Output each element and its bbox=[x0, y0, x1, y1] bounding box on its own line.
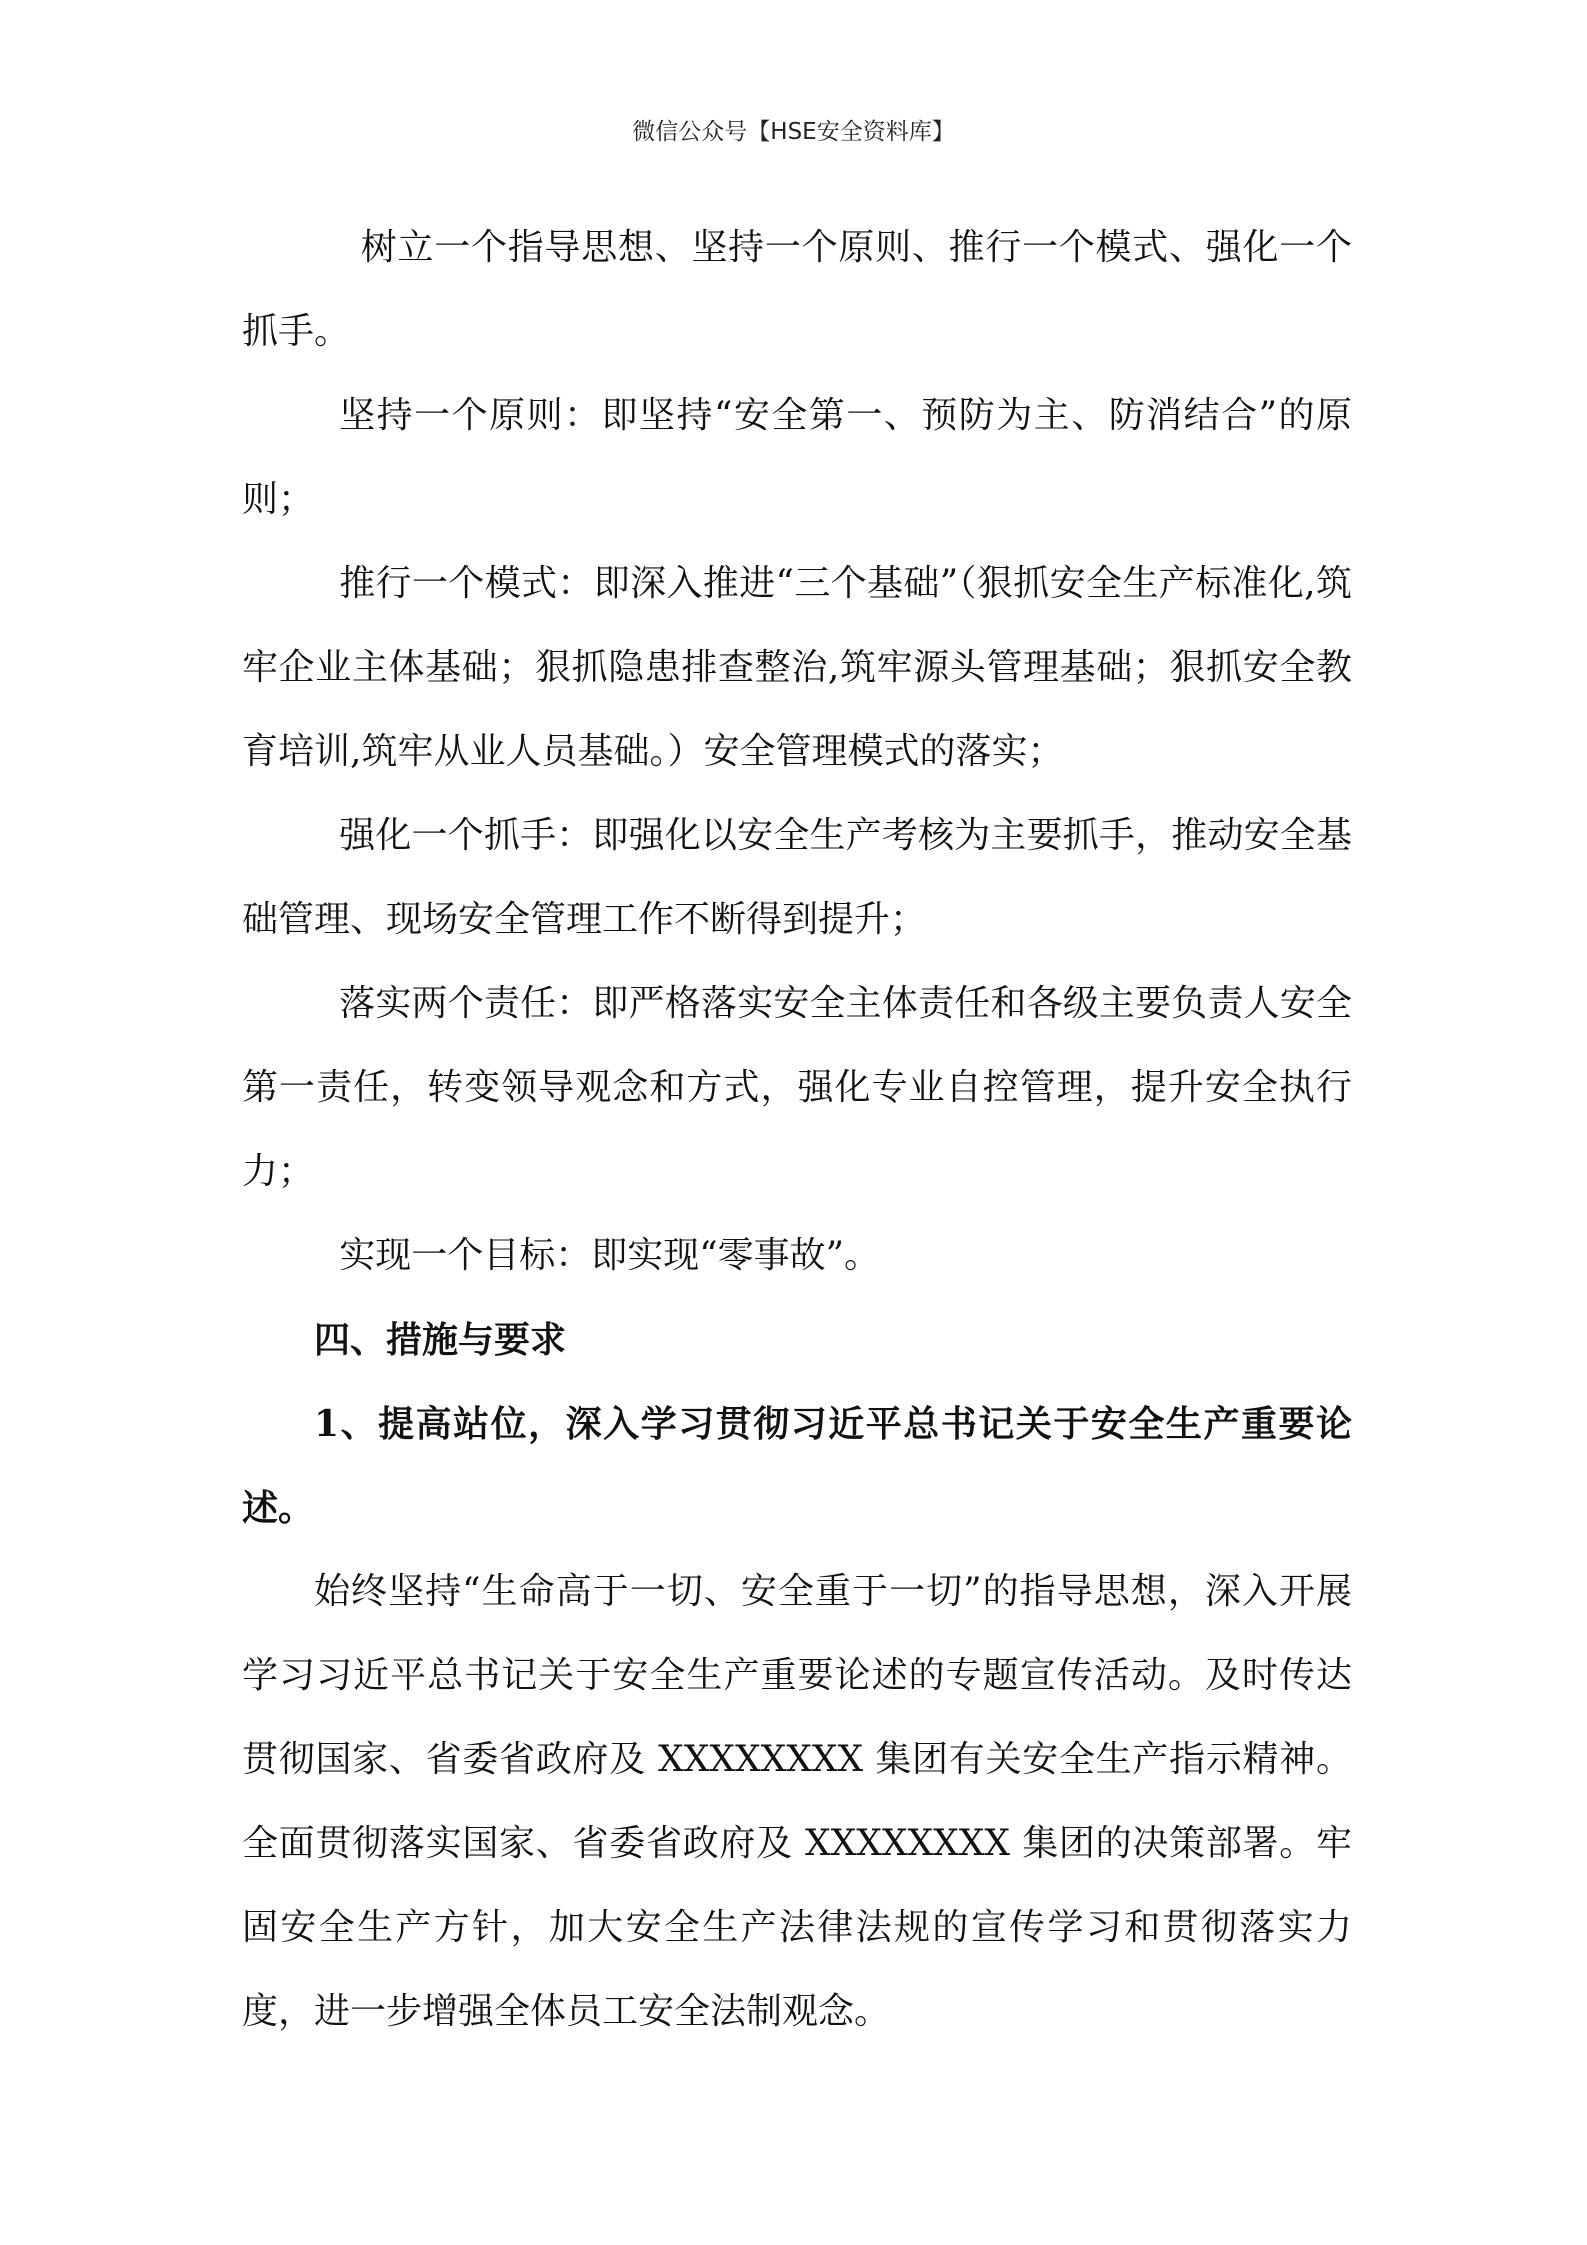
document-body bbox=[242, 206, 1352, 2054]
paragraph-principle: 坚持一个原则：即坚持“安全第一、预防为主、防消结合”的原则； bbox=[242, 395, 1352, 520]
paragraph-handle: 强化一个抓手：即强化以安全生产考核为主要抓手，推动安全基础管理、现场安全管理工作不断得到提升； bbox=[242, 815, 1352, 940]
paragraph-measures: 始终坚持“生命高于一切、安全重于一切”的指导思想，深入开展学习习近平总书记关于安全生产重要论述的专题宣传活动。及时传达贯彻国家、省委省政府及 XXXXXXXX 集团有关安全生产指示精神。全面贯彻落实国家、省委省政府及 XXXXXXXX 集团的决策部署。牢固安全生产方针，加大安全生产法律法规的宣传学习和贯彻落实力度，进一步增强全体员工安全法制观念。 bbox=[242, 1571, 1352, 2032]
paragraph-model: 推行一个模式：即深入推进“三个基础”（狠抓安全生产标准化,筑牢企业主体基础；狠抓隐患排查整治,筑牢源头管理基础；狠抓安全教育培训,筑牢从业人员基础。）安全管理模式的落实； bbox=[242, 563, 1352, 772]
section-heading: 四、措施与要求 bbox=[314, 1319, 567, 1361]
subheading: 1、提高站位，深入学习贯彻习近平总书记关于安全生产重要论述。 bbox=[242, 1403, 1352, 1529]
paragraph-goal: 实现一个目标：即实现“零事故”。 bbox=[339, 1235, 880, 1276]
paragraph-guiding-thought: 树立一个指导思想、坚持一个原则、推行一个模式、强化一个抓手。 bbox=[242, 227, 1352, 352]
paragraph-responsibility: 落实两个责任：即严格落实安全主体责任和各级主要负责人安全第一责任，转变领导观念和方式，强化专业自控管理，提升安全执行力； bbox=[242, 983, 1352, 1192]
page-header: 微信公众号【HSE安全资料库】 bbox=[632, 119, 955, 145]
